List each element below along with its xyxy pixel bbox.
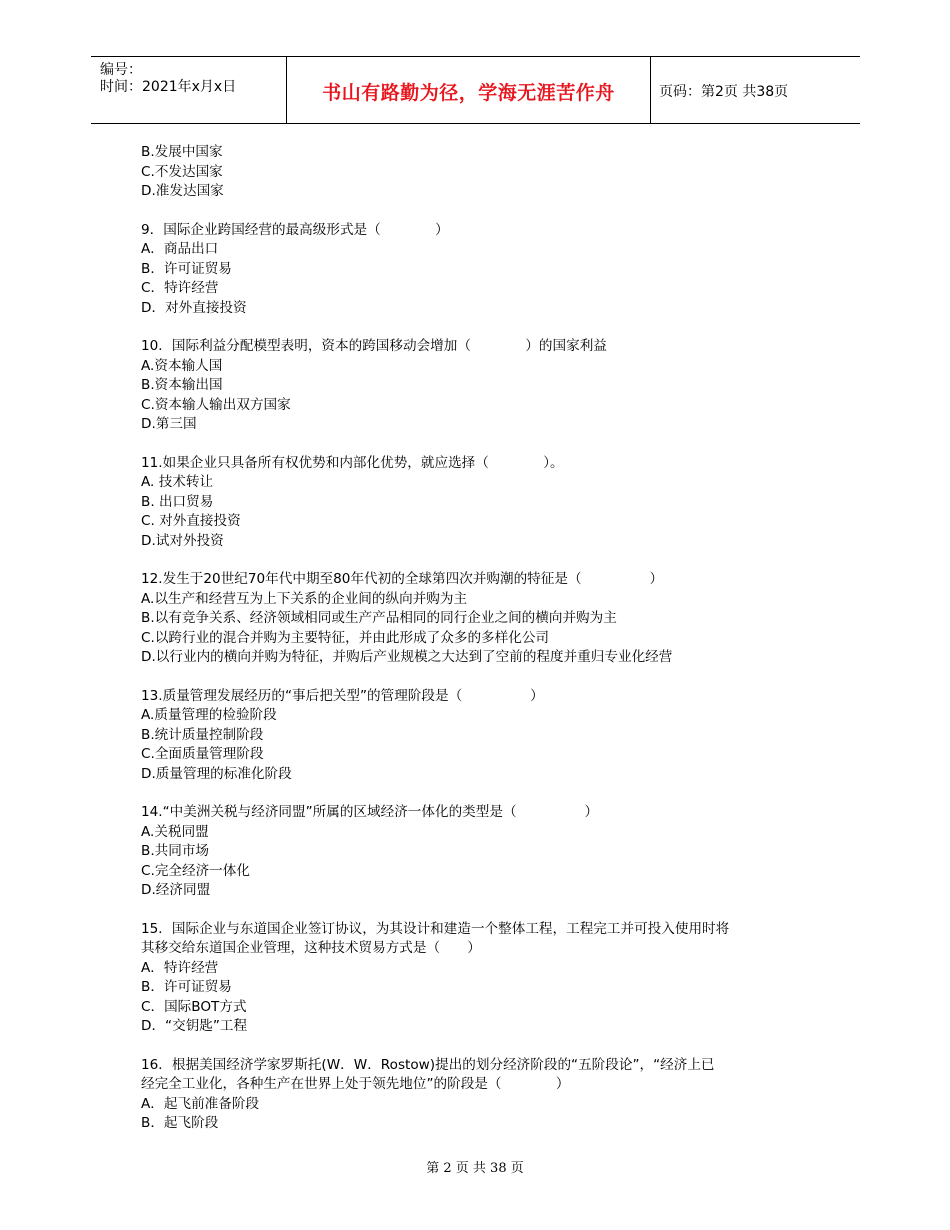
question-line: B.资本输出国 bbox=[141, 377, 223, 393]
question-list bbox=[141, 143, 821, 1153]
question-block bbox=[141, 570, 821, 668]
question-line: D.第三国 bbox=[141, 416, 197, 432]
question-stem-line: 11.如果企业只具备所有权优势和内部化优势，就应选择（ ）。 bbox=[141, 454, 564, 471]
question-stem-line: 9．国际企业跨国经营的最高级形式是（ ） bbox=[141, 221, 449, 238]
question-stem-line: 10．国际利益分配模型表明，资本的跨国移动会增加（ ）的国家利益 bbox=[141, 338, 607, 354]
question-block bbox=[141, 803, 821, 901]
question-block bbox=[141, 221, 821, 319]
question-line: A．特许经营 bbox=[141, 959, 219, 976]
header-page-info: 页码：第2页 共38页 bbox=[659, 84, 789, 100]
question-line: B. 出口贸易 bbox=[141, 493, 214, 510]
document-number-label: 编号： bbox=[100, 62, 142, 78]
question-line: B.发展中国家 bbox=[141, 144, 223, 160]
question-line: B．起飞阶段 bbox=[141, 1115, 219, 1131]
question-stem-line: 15．国际企业与东道国企业签订协议，为其设计和建造一个整体工程，工程完工并可投入使用时将 bbox=[141, 920, 730, 937]
page-footer: 第 2 页 共 38 页 bbox=[426, 1161, 524, 1176]
question-line: C.完全经济一体化 bbox=[141, 862, 250, 879]
question-block bbox=[141, 920, 821, 1037]
question-line: C.资本输人输出双方国家 bbox=[141, 396, 291, 413]
question-block bbox=[141, 337, 821, 435]
question-line: B．许可证贸易 bbox=[141, 260, 232, 277]
question-line: B.以有竞争关系、经济领域相同或生产产品相同的同行企业之间的横向并购为主 bbox=[141, 610, 617, 626]
question-line: D．“交钥匙”工程 bbox=[141, 1018, 248, 1034]
header-motto-cell bbox=[286, 57, 651, 123]
header-page-cell bbox=[650, 57, 860, 123]
question-line: C. 对外直接投资 bbox=[141, 513, 241, 529]
question-line: D.以行业内的横向并购为特征，并购后产业规模之大达到了空前的程度并重归专业化经营 bbox=[141, 649, 673, 665]
question-line: A.资本输人国 bbox=[141, 357, 223, 374]
question-line: B.统计质量控制阶段 bbox=[141, 726, 264, 743]
header-motto: 书山有路勤为径，学海无涯苦作舟 bbox=[322, 82, 615, 104]
question-line: A.质量管理的检验阶段 bbox=[141, 707, 277, 723]
question-line: D.经济同盟 bbox=[141, 882, 211, 898]
question-line: D.准发达国家 bbox=[141, 183, 224, 199]
question-line: D.质量管理的标准化阶段 bbox=[141, 765, 292, 782]
question-line: 经完全工业化，各种生产在世界上处于领先地位”的阶段是（ ） bbox=[141, 1076, 570, 1092]
question-stem-line: 16．根据美国经济学家罗斯托(W．W．Rostow)提出的划分经济阶段的“五阶段论”，“经济上已 bbox=[141, 1056, 715, 1073]
question-block bbox=[141, 1056, 821, 1134]
question-line: A.关税同盟 bbox=[141, 823, 209, 840]
question-line: C．特许经营 bbox=[141, 280, 219, 296]
question-stem-line: 13.质量管理发展经历的“事后把关型”的管理阶段是（ ） bbox=[141, 687, 544, 704]
question-line: C.全面质量管理阶段 bbox=[141, 746, 264, 762]
question-stem-line: 12.发生于20世纪70年代中期至80年代初的全球第四次并购潮的特征是（ ） bbox=[141, 571, 664, 587]
question-line: D．对外直接投资 bbox=[141, 299, 247, 316]
page-header bbox=[91, 56, 860, 124]
question-block bbox=[141, 143, 821, 202]
question-line: B．许可证贸易 bbox=[141, 979, 232, 995]
question-line: C．国际BOT方式 bbox=[141, 998, 247, 1015]
question-line: A. 技术转让 bbox=[141, 474, 214, 490]
question-line: B.共同市场 bbox=[141, 843, 210, 859]
question-line: C.不发达国家 bbox=[141, 163, 223, 180]
question-stem-line: 14.“中美洲关税与经济同盟”所属的区域经济一体化的类型是（ ） bbox=[141, 804, 599, 820]
question-block bbox=[141, 454, 821, 552]
question-line: A.以生产和经营互为上下关系的企业间的纵向并购为主 bbox=[141, 590, 468, 607]
question-line: A．商品出口 bbox=[141, 241, 219, 257]
question-line: C.以跨行业的混合并购为主要特征，并由此形成了众多的多样化公司 bbox=[141, 629, 550, 646]
question-line: 其移交给东道国企业管理，这种技术贸易方式是（ ） bbox=[141, 940, 481, 956]
question-line: D.试对外投资 bbox=[141, 532, 224, 549]
header-meta-cell bbox=[91, 57, 286, 123]
document-time-label: 时间：2021年x月x日 bbox=[100, 79, 237, 95]
question-block bbox=[141, 687, 821, 785]
question-line: A．起飞前准备阶段 bbox=[141, 1095, 260, 1112]
